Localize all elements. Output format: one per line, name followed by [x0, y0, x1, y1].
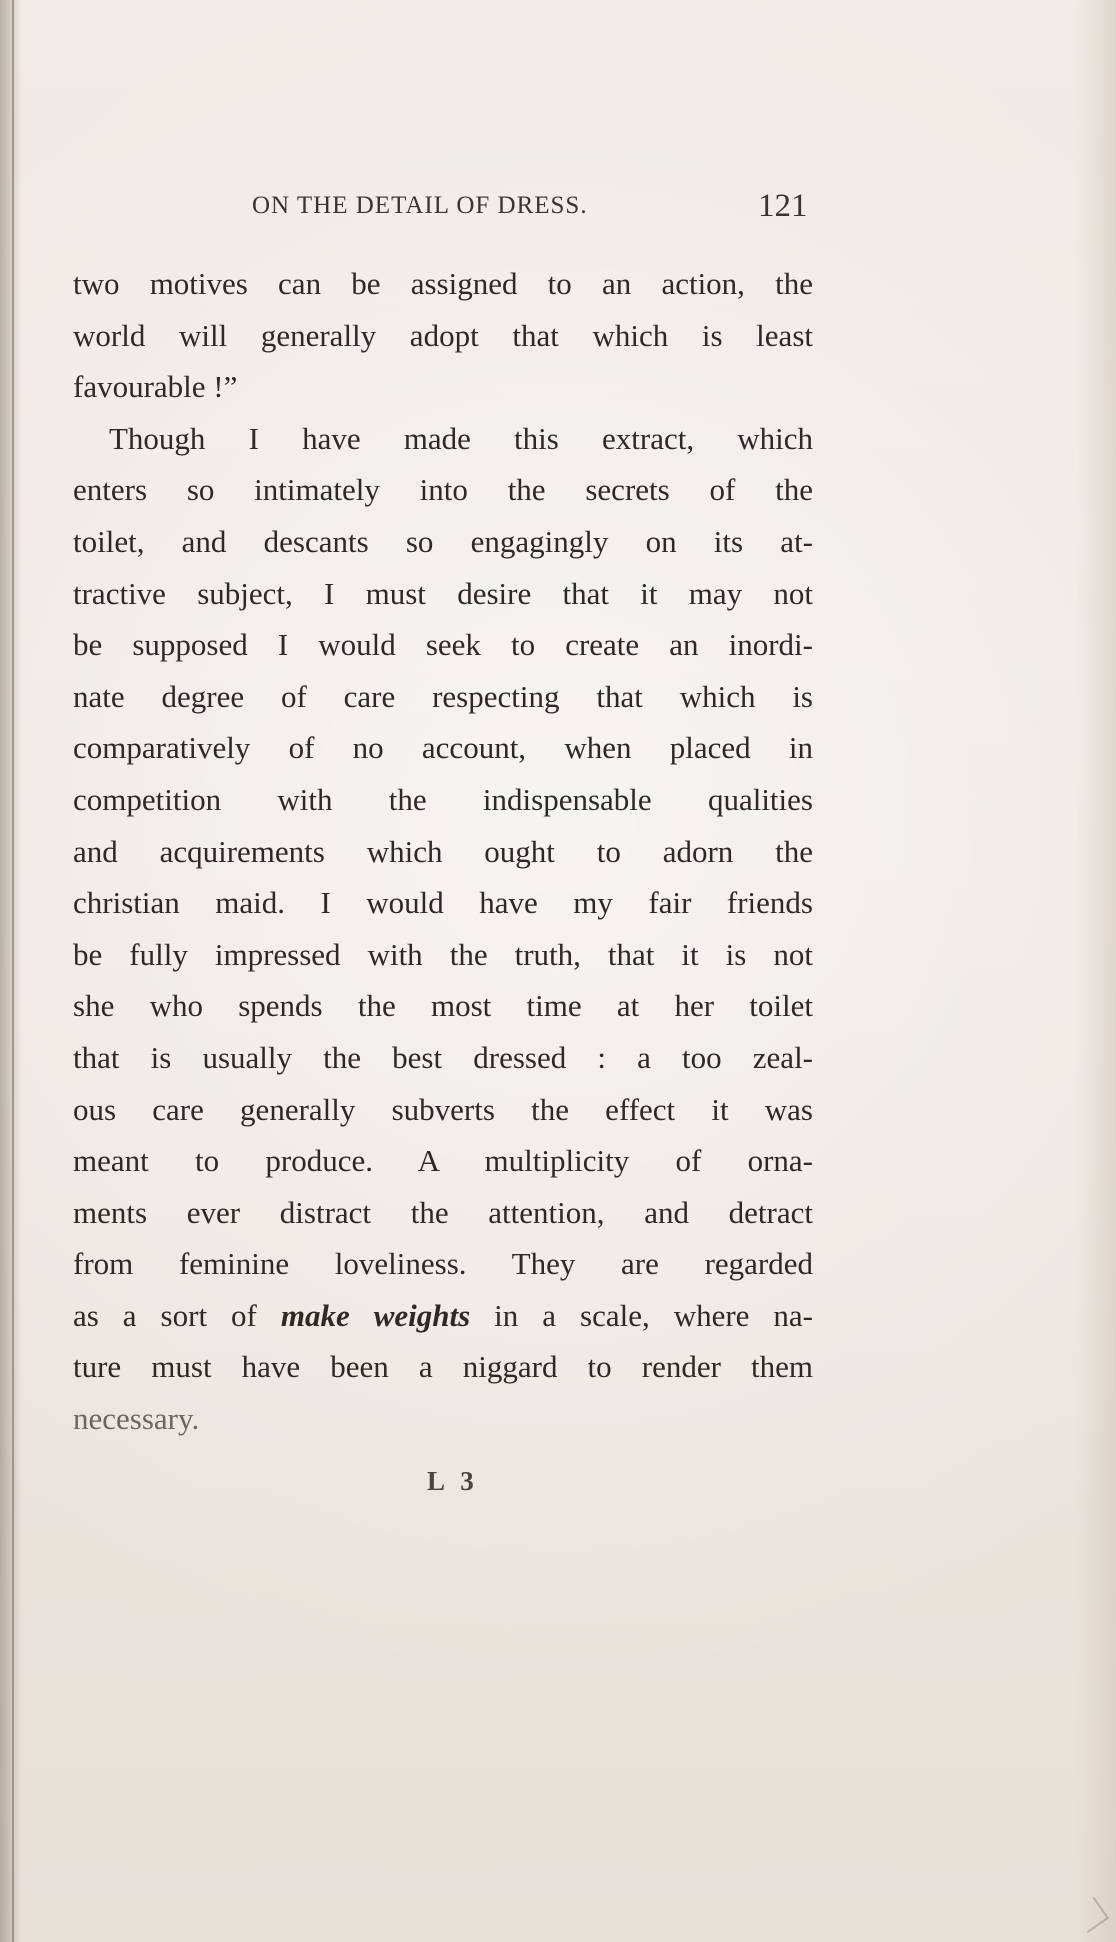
text-line: toilet, and descants so engagingly on its at-: [73, 523, 813, 559]
body-text: [73, 258, 813, 1445]
text-line: tractive subject, I must desire that it may not: [73, 575, 813, 611]
paragraph-start-line: Though I have made this extract, which: [109, 420, 813, 456]
text-line: that is usually the best dressed : a too zeal-: [73, 1039, 813, 1075]
text-line: and acquirements which ought to adorn the: [73, 833, 813, 869]
text-line: favourable !”: [73, 369, 238, 405]
text-line: enters so intimately into the secrets of the: [73, 472, 813, 508]
page-number: 121: [758, 188, 808, 224]
text-line: be supposed I would seek to create an inordi-: [73, 627, 813, 663]
text-line: ture must have been a niggard to render them: [73, 1349, 813, 1385]
text-line: christian maid. I would have my fair friends: [73, 885, 813, 921]
text-line: be fully impressed with the truth, that it is not: [73, 936, 813, 972]
gutter-shadow: [0, 0, 22, 1942]
text-line: she who spends the most time at her toilet: [73, 988, 813, 1024]
page-edge-shadow: [1076, 0, 1116, 1942]
signature-mark: L 3: [427, 1466, 479, 1496]
text-line: ous care generally subverts the effect it was: [73, 1091, 813, 1127]
text-line-with-italic: [73, 1290, 813, 1342]
text-line: from feminine loveliness. They are regarded: [73, 1246, 813, 1282]
running-title: ON THE DETAIL OF DRESS.: [252, 192, 588, 219]
text-line: meant to produce. A multiplicity of orna-: [73, 1143, 813, 1179]
gutter-line: [12, 0, 14, 1942]
text-line: competition with the indispensable qualities: [73, 781, 813, 817]
text-line: ments ever distract the attention, and detract: [73, 1194, 813, 1230]
italic-phrase: make weights: [280, 1297, 471, 1333]
text-line: two motives can be assigned to an action, the: [73, 266, 813, 301]
text-line: nate degree of care respecting that which is: [73, 678, 813, 714]
text-fragment: in a scale, where na-: [470, 1297, 814, 1333]
final-text-line: necessary.: [73, 1401, 200, 1437]
text-fragment: as a sort of: [73, 1297, 281, 1333]
text-line: comparatively of no account, when placed in: [73, 730, 813, 766]
text-line: world will generally adopt that which is least: [73, 317, 813, 353]
